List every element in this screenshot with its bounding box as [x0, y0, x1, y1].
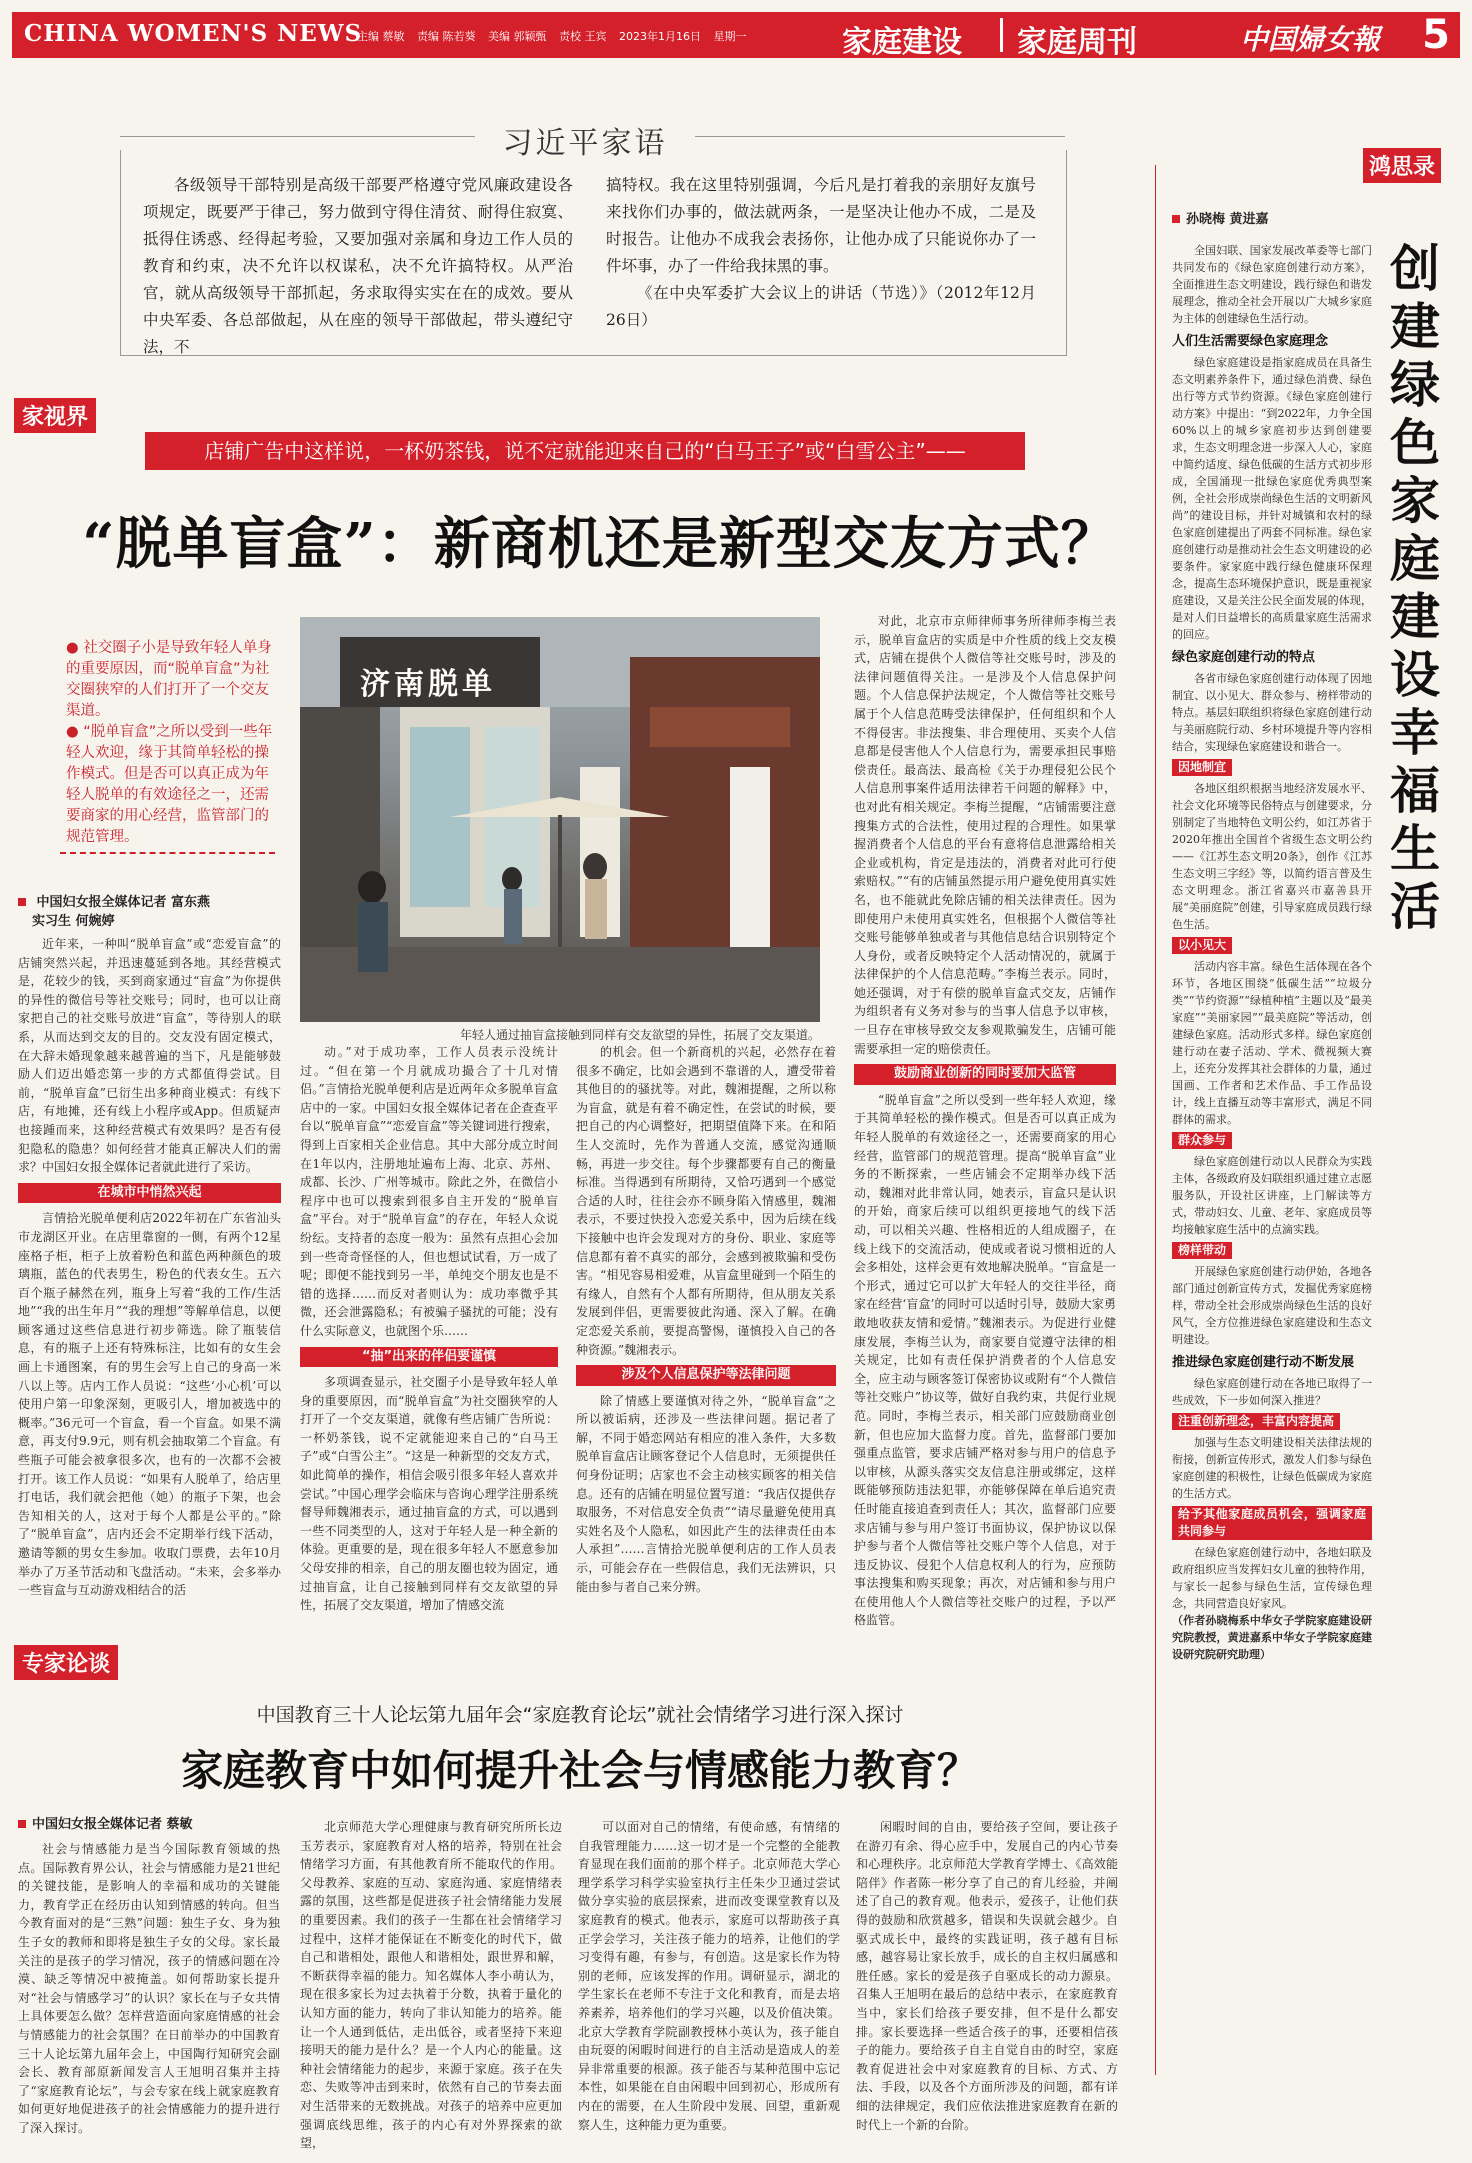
essay-byline: 孙晓梅 黄进嘉 — [1172, 210, 1269, 229]
weekly-name: 家庭周刊 — [1017, 25, 1137, 60]
xi-quote-col-1 — [143, 172, 573, 361]
credit-editor: 责编 陈若葵 — [417, 30, 476, 43]
section-label-essay: 鸿思录 — [1363, 148, 1441, 183]
essay-tag-local-conditions: 因地制宜 — [1172, 759, 1232, 776]
expert-column-4 — [856, 1818, 1118, 2155]
xi-title-rule-left — [120, 136, 475, 137]
essay-author-note: （作者孙晓梅系中华女子学院家庭建设研究院教授，黄进嘉系中华女子学院家庭建设研究院研究助理） — [1172, 1614, 1372, 1661]
paragraph: 多项调查显示，社交圈子小是导致年轻人单身的重要原因，而“脱单盲盒”为社交圈狭窄的人打开了一个交友渠道，就像有些店铺广告所说：一杯奶茶钱，说不定就能迎来自己的“白马王子”或“白雪公主”。“这是一种新型的交友方式，如此简单的操作，相信会吸引很多年轻人喜欢并尝试。”中国心理学会临床与咨询心理学注册系统督导师魏湘表示，通过抽盲盒的方式，可以遇到一些不同类型的人，这对于年轻人是一种全新的体验。更重要的是，现在很多年轻人不愿意参加父母安排的相亲，自己的朋友圈也较为固定，通过抽盲盒，让自己接触到同样有交友欲望的异性，拓展了交友渠道，增加了情感交流 — [300, 1375, 558, 1613]
essay-subhead-green-concept: 人们生活需要绿色家庭理念 — [1172, 334, 1329, 349]
paragraph: “脱单盲盒”之所以受到一些年轻人欢迎，缘于其简单轻松的操作模式。但是否可以真正成为年轻人脱单的有效途径之一，还需要商家的用心经营，监管部门的规范管理。提高“脱单盲盒”业务的不断探索，一些店铺会不定期举办线下活动，魏湘对此非常认同，她表示，盲盒只是认识的开始，商家后续可以组织更接地气的线下活动，可以相关兴趣、性格相近的人组成圈子，在线上线下的交流活动，使成或者说习惯相近的人会多相处，这样会更有效地解决脱单。“盲盒是一个形式，通过它可以扩大年轻人的交往半径，商家在经营‘盲盒’的同时可以适时引导，鼓励大家勇敢地收获友情和爱情。”魏湘表示。为促进行业健康发展，李梅兰认为，商家要自觉遵守法律的相关规定，比如有责任保护消费者的个人信息安全，应主动与顾客签订保密协议或附有“个人微信等社交账户”协议等，做好自我约束，共促行业规范。同时，李梅兰表示，相关部门应鼓励商业创新，但也应加大监督力度。首先，监督部门要加强重点监管，要求店铺严格对参与用户的信息予以审核，从源头落实交友信息注册或绑定，这样既能够预防违法犯罪，亦能够保障在单后追究责任时能直接追查到责任人；其次，监督部门应要求店铺与参与用户签订书面协议，保护协议以保护参与者个人微信等社交账户等个人信息，对于违反协议、侵犯个人信息权利人的行为，应预防事法搜集和购买现象；再次，对店铺和参与用户在使用他人个人微信等社交账户的过程，予以严格监管。 — [854, 1092, 1116, 1628]
newspaper-english-title: CHINA WOMEN'S NEWS — [24, 20, 363, 47]
expert-column-3 — [578, 1818, 840, 2155]
bullet-icon: ● — [66, 640, 79, 656]
essay-subhead-features: 绿色家庭创建行动的特点 — [1172, 650, 1316, 665]
credit-art-editor: 美编 郭颖甄 — [488, 30, 547, 43]
summary-divider — [60, 852, 275, 854]
essay-tag-role-models: 榜样带动 — [1172, 1242, 1232, 1259]
paragraph: 对此，北京市京师律师事务所律师李梅兰表示，脱单盲盒店的实质是中介性质的线上交友模式，店铺在提供个人微信等社交账号时，涉及的法律问题值得关注。一是涉及个人信息保护问题。个人信息保护法规定，个人微信等社交账号属于个人信息范畴受法律保护，任何组织和个人不得侵害。非法搜集、非合理使用、买卖个人信息都是侵害他人个人信息行为，需要承担民事赔偿责任。最高法、最高检《关于办理侵犯公民个人信息刑事案件适用法律若干问题的解释》中，也对此有相关规定。李梅兰提醒，“店铺需要注意搜集方式的合法性，使用过程的合理性。如果掌握消费者个人信息的平台有意将信息泄露给相关企业或机构，肯定是违法的，消费者对此可行使索赔权。”“有的店铺虽然提示用户避免使用真实姓名，也不能就此免除店铺的相关法律责任。因为即使用户未使用真实姓名，但根据个人微信等社交账号能够单独或者与其他信息结合识别特定个人身份，或者反映特定个人活动情况的，就属于法律保护的个人信息范畴。”李梅兰表示。同时，她还强调，对于有偿的脱单盲盒式交友，店铺作为组织者有义务对参与的当事人信息予以审核，一旦存在审核导致交友参观欺骗发生，店铺可能需要承担一定的赔偿责任。 — [854, 614, 1116, 1056]
blind-box-shop-photo — [300, 617, 820, 1022]
byline-reporter: 中国妇女报全媒体记者 富东燕 — [36, 895, 211, 910]
xi-title-rule-right — [695, 136, 1065, 137]
credit-proofreader: 责校 王宾 — [559, 30, 607, 43]
xi-quote-text-1: 各级领导干部特别是高级干部要严格遵守党风廉政建设各项规定，既要严于律己，努力做到守得住清贫、耐得住寂寞、抵得住诱惑、经得起考验，又要加强对亲属和身边工作人员的教育和约束，决不允许以权谋私，决不允许搞特权。从严治官，就从高级领导干部抓起，务求取得实实在在的成效。要从中央军委、各总部做起，从在座的领导干部做起，带头遵纪守法，不 — [143, 176, 573, 356]
essay-body-upper — [1172, 242, 1372, 2077]
section-label-expert-forum: 专家论谈 — [14, 1645, 118, 1680]
paragraph: 社会与情感能力是当今国际教育领域的热点。国际教育界公认，社会与情感能力是21世纪的关键技能，是影响人的幸福和成功的关键能力，教育学正在经历由认知到情感的转向。但当今教育面对的是“三熟”问题：独生子女、身为独生子女的教师和即将是独生子女的父母。家长最关注的是孩子的学习情况，孩子的情感问题在冷漠、缺乏等情况中被掩盖。如何帮助家长提升对“社会与情感学习”的认识？家长在与子女共情上具体要怎么做？怎样营造面向家庭情感的社会与情感能力的社会氛围？在日前举办的中国教育三十人论坛第九届年会上，中国陶行知研究会副会长、教育部原新闻发言人王旭明召集并主持了“家庭教育论坛”，与会专家在线上就家庭教育如何更好地促进孩子的社会情感能力的提升进行了深入探讨。 — [18, 1842, 280, 2135]
xi-quote-col-2 — [606, 172, 1036, 334]
blind-box-headline: “脱单盲盒”：新商机还是新型交友方式？ — [82, 511, 1118, 577]
section-label-family-view: 家视界 — [14, 398, 96, 433]
paragraph: 绿色家庭创建行动在各地已取得了一些成效，下一步如何深入推进？ — [1172, 1377, 1372, 1407]
summary-point-1-text: 社交圈子小是导致年轻人单身的重要原因，而“脱单盲盒”为社交圈狭窄的人们打开了一个交友渠道。 — [66, 640, 272, 719]
blind-box-byline — [18, 893, 210, 931]
newspaper-logo: 中国婦女報 — [1240, 23, 1381, 56]
masthead — [12, 12, 1460, 58]
xi-quote-source: 《在中央军委扩大会议上的讲话（节选）》（2012年12月26日） — [606, 284, 1036, 329]
paragraph: 动。”对于成功率，工作人员表示没统计过。“但在第一个月就成功撮合了十几对情侣。”言情拾光脱单便利店是近两年众多脱单盲盒店中的一家。中国妇女报全媒体记者在企查查平台以“脱单盲盒”“恋爱盲盒”等关键词进行搜索，得到上百家相关企业信息。其中大部分成立时间在1年以内，注册地址遍布上海、北京、苏州、成都、长沙、广州等城市。除此之外，在微信小程序中也可以搜索到很多自主开发的“脱单盲盒”平台。对于“脱单盲盒”的存在，年轻人众说纷纭。支持者的态度一般为：虽然有点担心会加到一些奇奇怪怪的人，但也想试试看，万一成了呢；即便不能找到另一半，单纯交个朋友也是不错的选择……而反对者则认为：成功率微乎其微，还会泄露隐私；有被骗子骚扰的可能；没有什么实际意义，也就图个乐…… — [300, 1045, 558, 1338]
blind-box-column-1 — [18, 935, 281, 1635]
paragraph: 言情拾光脱单便利店2022年初在广东省汕头市龙湖区开业。在店里靠窗的一侧，有两个12星座格子柜，柜子上放着粉色和蓝色两种颜色的玻璃瓶，蓝色的代表男生，粉色的代表女生。五六百个瓶子赫然在列，瓶身上写着“我的工作/生活地”“我的出生年月”“我的理想”等解单信息，以便顾客通过这些信息进行初步筛选。除了瓶装信息，有的瓶子上还有特殊标注，比如有的女生会画上卡通图案，有的男生会写上自己的身高一米八以上等。店内工作人员说：“这些‘小心机’可以使用户第一印象深刻，更吸引人，增加被选中的概率。”36元可一个盲盒，看一个盲盒。如果不满意，再支付9.9元，则有机会抽取第二个盲盒。有些瓶子可能会被拿很多次，也有的一次都不会被打开。该工作人员说：“如果有人脱单了，给店里打电话，我们就会把他（她）的瓶子下架，也会告知相关的人，这对于每个人都是公平的。”除了“脱单盲盒”，店内还会不定期举行线下活动，邀请等额的男女生参加。收取门票费，去年10月举办了万圣节活动和飞盘活动。“未来，会多举办一些盲盒与互动游戏相结合的活 — [18, 1211, 281, 1598]
bullet-icon: ● — [66, 724, 79, 740]
paragraph: 在绿色家庭创建行动中，各地妇联及政府组织应当发挥妇女儿童的独特作用，与家长一起参与绿色生活，宣传绿色理念，共同营造良好家风。 — [1172, 1546, 1372, 1610]
paragraph: 加强与生态文明建设相关法律法规的衔接，创新宣传形式，激发人们参与绿色家庭创建的积极性，让绿色低碳成为家庭的生活方式。 — [1172, 1436, 1372, 1500]
paragraph: 各地区组织根据当地经济发展水平、社会文化环境等民俗特点与创建要求，分别制定了当地特色文明公约，如江苏省于2020年推出全国首个省级生态文明公约——《江苏生态文明20条》，创作《江苏生态文明三字经》等，以简约语言普及生态文明理念。浙江省嘉兴市嘉善县开展“美丽庭院”创建，引导家庭成员践行绿色生活。 — [1172, 782, 1372, 931]
expert-forum-byline: 中国妇女报全媒体记者 蔡敏 — [18, 1815, 193, 1834]
blind-box-column-2 — [300, 1043, 558, 1635]
paragraph: 除了情感上要谨慎对待之外，“脱单盲盒”之所以被诟病，还涉及一些法律问题。据记者了解，不同于婚恋网站有相应的准入条件，大多数脱单盲盒店让顾客登记个人信息时，无须提供任何身份证明；店家也不会主动核实顾客的相关信息。还有的店铺在明显位置写道：“我店仅提供存取服务，不对信息安全负责”“请尽量避免使用真实姓名及个人隐私，如因此产生的法律责任由本人承担”……言情拾光脱单便利店的工作人员表示，可能会存在一些假信息，我们无法辨识，只能由参与者自己来分辨。 — [576, 1393, 836, 1594]
summary-point-2-text: “脱单盲盒”之所以受到一些年轻人欢迎，缘于其简单轻松的操作模式。但是否可以真正成为年轻人脱单的有效途径之一，还需要商家的用心经营，监管部门的规范管理。 — [66, 724, 273, 845]
expert-forum-headline: 家庭教育中如何提升社会与情感能力教育？ — [180, 1746, 979, 1795]
page-number: 5 — [1422, 12, 1450, 58]
paragraph: 可以面对自己的情绪，有使命感，有情绪的自我管理能力……这一切才是一个完整的全能教育显现在我们面前的那个样子。北京师范大学心理学系学习科学实验室执行主任朱少卫通过尝试做分享实验的底层探索，进而改变课堂教育以及家庭教育的模式。他表示，家庭可以帮助孩子真正学会学习，关注孩子能力的培养，让他们的学习变得有趣，有参与，有创造。这是家长作为特别的老师，应该发挥的作用。调研显示，湖北的学生家长在老师不专注于文化和教育，而是去培养素养，培养他们的学习兴趣，以及价值决策。北京大学教育学院副教授林小英认为，孩子能自由玩耍的闲暇时间进行的自主活动是造成人的差异非常重要的根源。孩子能否与某种范围中忘记本性，如果能在自由闲暇中回到初心，形成所有内在的需要，在人生阶段中发展、回望，重新观察人生，这种能力更为重要。 — [578, 1820, 840, 2132]
xi-quote-box — [120, 150, 1067, 356]
subhead-legal-issues: 涉及个人信息保护等法律问题 — [576, 1365, 836, 1386]
summary-point-1 — [66, 638, 276, 722]
paragraph: 各省市绿色家庭创建行动体现了因地制宜、以小见大、群众参与、榜样带动的特点。基层妇联组织将绿色家庭创建行动与美丽庭院行动、乡村环境提升等内容相结合，实现绿色家庭建设和谐合一。 — [1172, 672, 1372, 753]
shop-sign: 济南脱单 — [360, 667, 496, 702]
expert-column-2 — [300, 1818, 562, 2155]
essay-tag-family-participation: 给予其他家庭成员机会，强调家庭共同参与 — [1172, 1506, 1372, 1540]
essay-tag-small-to-large: 以小见大 — [1172, 937, 1232, 954]
xi-column-title: 习近平家语 — [502, 126, 668, 161]
byline-intern: 实习生 何婉婷 — [32, 914, 115, 929]
paragraph: 近年来，一种叫“脱单盲盒”或“恋爱盲盒”的店铺突然兴起，并迅速蔓延到各地。其经营模式是，花较少的钱，买到商家通过“盲盒”为你提供的异性的微信号等社交账号；同时，也可以让商家把自己的社交账号放进“盲盒”，等待别人的联系，从而达到交友的目的。交友没有固定模式，在大辞未婚现象越来越普遍的当下，凡是能够鼓励人们迈出婚恋第一步的方式都值得尝试。目前，“脱单盲盒”已衍生出多种商业模式：有线下店，有地摊，还有线上小程序或App。但质疑声也接踵而来，这种经营模式有效果吗？是否有侵犯隐私的隐患？如何经营才能真正解决人们的需求？中国妇女报全媒体记者就此进行了采访。 — [18, 937, 281, 1175]
editor-credits — [357, 28, 756, 44]
paragraph: 活动内容丰富。绿色生活体现在各个环节，各地区围绕“低碳生活”“垃圾分类”“节约资源”“绿植种植”主题以及“最美家庭”“美丽家园”“最美庭院”等活动，创建绿色家庭。活动形式多样。绿色家庭创建行动在妻子活动、学术、微视频大赛上，还充分发挥其社会群体的力量，通过国画、工作者和艺术作品、手工作品设计，线上直播互动等丰富形式，满足不同群体的需求。 — [1172, 960, 1372, 1126]
paragraph: 闲暇时间的自由，要给孩子空间，要让孩子在游刃有余、得心应手中，发展自己的内心节奏和心理秩序。北京师范大学教育学博士、《高效能陪伴》作者陈一彬分享了自己的育儿经验，并阐述了自己的教育观。他表示，爱孩子，让他们获得的鼓励和欣赏越多，错误和失误就会越少。自驱式成长中，最终的实践证明，孩子越有目标感，越容易让家长放手，成长的自主权归属感和胜任感。家长的爱是孩子自驱成长的动力源泉。召集人王旭明在最后的总结中表示，在家庭教育当中，家长们给孩子要安排，但不是什么都安排。家长要选择一些适合孩子的事，还要相信孩子的能力。要给孩子自主自觉自由的时空，家庭教育促进社会中对家庭教育的目标、方式、方法、手段，以及各个方面所涉及的问题，都有详细的法律规定，我们应依法推进家庭教育在新的时代上一个新的台阶。 — [856, 1820, 1118, 2132]
paragraph: 全国妇联、国家发展改革委等七部门共同发布的《绿色家庭创建行动方案》，全面推进生态文明建设，践行绿色和谐发展理念，推动全社会开展以广大城乡家庭为主体的创建绿色生活行动。 — [1172, 244, 1372, 325]
essay-tag-innovation: 注重创新理念，丰富内容提高 — [1172, 1413, 1340, 1430]
paragraph: 北京师范大学心理健康与教育研究所所长边玉芳表示，家庭教育对人格的培养，特别在社会情绪学习方面，有其他教育所不能取代的作用。父母教养、家庭的互动、家庭沟通、家庭情绪表露的氛围，这些都是促进孩子社会情绪能力发展的重要因素。我们的孩子一生都在社会情绪学习过程中，这样才能保证在不断变化的时代下，做自己和谐相处，跟他人和谐相处，跟世界和解，不断获得幸福的能力。知名媒体人李小萌认为，现在很多家长为过去执着于分数，执着于量化的认知方面的能力，转向了非认知能力的培养。能让一个人通到低估，走出低谷，或者坚持下来迎接明天的能力是什么？是一个人内心的能量。这种社会情绪能力的起步，来源于家庭。孩子在失恋、失败等冲击到来时，依然有自己的节奏去面对生活带来的无数挑战。对孩子的培养中应更加强调底线思维，孩子的内心有对外界探索的欲望， — [300, 1820, 562, 2151]
essay-column-rule — [1155, 165, 1156, 2075]
subhead-emerging-in-cities: 在城市中悄然兴起 — [18, 1183, 281, 1204]
expert-column-1 — [18, 1840, 280, 2155]
expert-forum-subtitle: 中国教育三十人论坛第九届年会“家庭教育论坛”就社会情绪学习进行深入探讨 — [256, 1704, 904, 1726]
subhead-regulation: 鼓励商业创新的同时要加大监管 — [854, 1064, 1116, 1085]
subhead-be-cautious: “抽”出来的伴侣要谨慎 — [300, 1347, 558, 1368]
credit-chief-editor: 主编 蔡敏 — [357, 30, 405, 43]
summary-point-2 — [66, 722, 276, 848]
blind-box-column-3 — [576, 1043, 836, 1635]
xi-quote-text-2: 搞特权。我在这里特别强调，今后凡是打着我的亲朋好友旗号来找你们办事的，做法就两条，一是坚决让他办不成，二是及时报告。让他办不成我会表扬你，让他办成了只能说你办了一件坏事，办了一件给我抹黑的事。 — [606, 176, 1036, 275]
paragraph: 绿色家庭创建行动以人民群众为实践主体，各级政府及妇联组织通过建立志愿服务队，开设社区讲座，上门解读等方式，带动妇女、儿童、老年、家庭成员等均接触家庭生活中的点滴实践。 — [1172, 1155, 1372, 1236]
photo-caption: 年轻人通过抽盲盒接触到同样有交友欲望的异性，拓展了交友渠道。 — [459, 1028, 820, 1042]
essay-headline: 创建绿色家庭 建设幸福生活 — [1390, 239, 1440, 936]
masthead-divider — [1000, 18, 1003, 52]
essay-tag-public-participation: 群众参与 — [1172, 1132, 1232, 1149]
blind-box-column-4 — [854, 612, 1116, 1635]
essay-subhead-further-development: 推进绿色家庭创建行动不断发展 — [1172, 1355, 1355, 1370]
paragraph: 绿色家庭建设是指家庭成员在具备生态文明素养条件下，通过绿色消费、绿色出行等方式节约资源。《绿色家庭创建行动方案》中提出：“到2022年，力争全国60%以上的城乡家庭初步达到创建要求，生态文明理念进一步深入人心，家庭中简约适度、绿色低碳的生活方式初步形成，全国涌现一批绿色家庭优秀典型案例，全社会形成崇尚绿色生活的文明新风尚”的建设目标，并针对城镇和农村的绿色家庭创建提出了两套不同标准。绿色家庭创建行动是推动社会生态文明建设的必要条件。家家庭中践行绿色健康环保理念，提高生态环境保护意识，既是重视家庭建设，又是关注公民全面发展的体现，是对人们日益增长的高质量家庭生活需求的回应。 — [1172, 356, 1372, 641]
issue-weekday: 星期一 — [713, 30, 747, 43]
paragraph: 开展绿色家庭创建行动伊始，各地各部门通过创新宣传方式，发掘优秀家庭榜样，带动全社会形成崇尚绿色生活的良好风气，全方位推进绿色家庭建设和生态文明建设。 — [1172, 1265, 1372, 1346]
paragraph: 的机会。但一个新商机的兴起，必然存在着很多不确定，比如会遇到不靠谱的人，遭受带着其他目的的骚扰等。对此，魏湘提醒，之所以称为盲盒，就是有着不确定性，在尝试的时候，要把自己的内心调整好，把期望值降下来。在和陌生人交流时，先作为普通人交流，感觉沟通顺畅，再进一步交往。每个步骤都要有自己的衡量标准。当得遇到有所期待，又恰巧遇到一个感觉合适的人时，往往会亦不顾身陷入情感里，魏湘表示，不要过快投入恋爱关系中，因为后续在线下接触中也许会发现对方的身份、职业、家庭等信息都有着不真实的部分，会感到被欺骗和受伤害。“相见容易相爱难，从盲盒里碰到一个陌生的有缘人，自然有个人都有所期待，但从朋友关系发展到伴侣，更需要彼此沟通、深入了解。在确定恋爱关系前，要提高警惕，谨慎投入自己的各种资源。”魏湘表示。 — [576, 1045, 836, 1357]
issue-date: 2023年1月16日 — [619, 30, 701, 43]
section-name: 家庭建设 — [842, 25, 962, 60]
blind-box-banner: 店铺广告中这样说，一杯奶茶钱，说不定就能迎来自己的“白马王子”或“白雪公主”—— — [145, 432, 1025, 470]
